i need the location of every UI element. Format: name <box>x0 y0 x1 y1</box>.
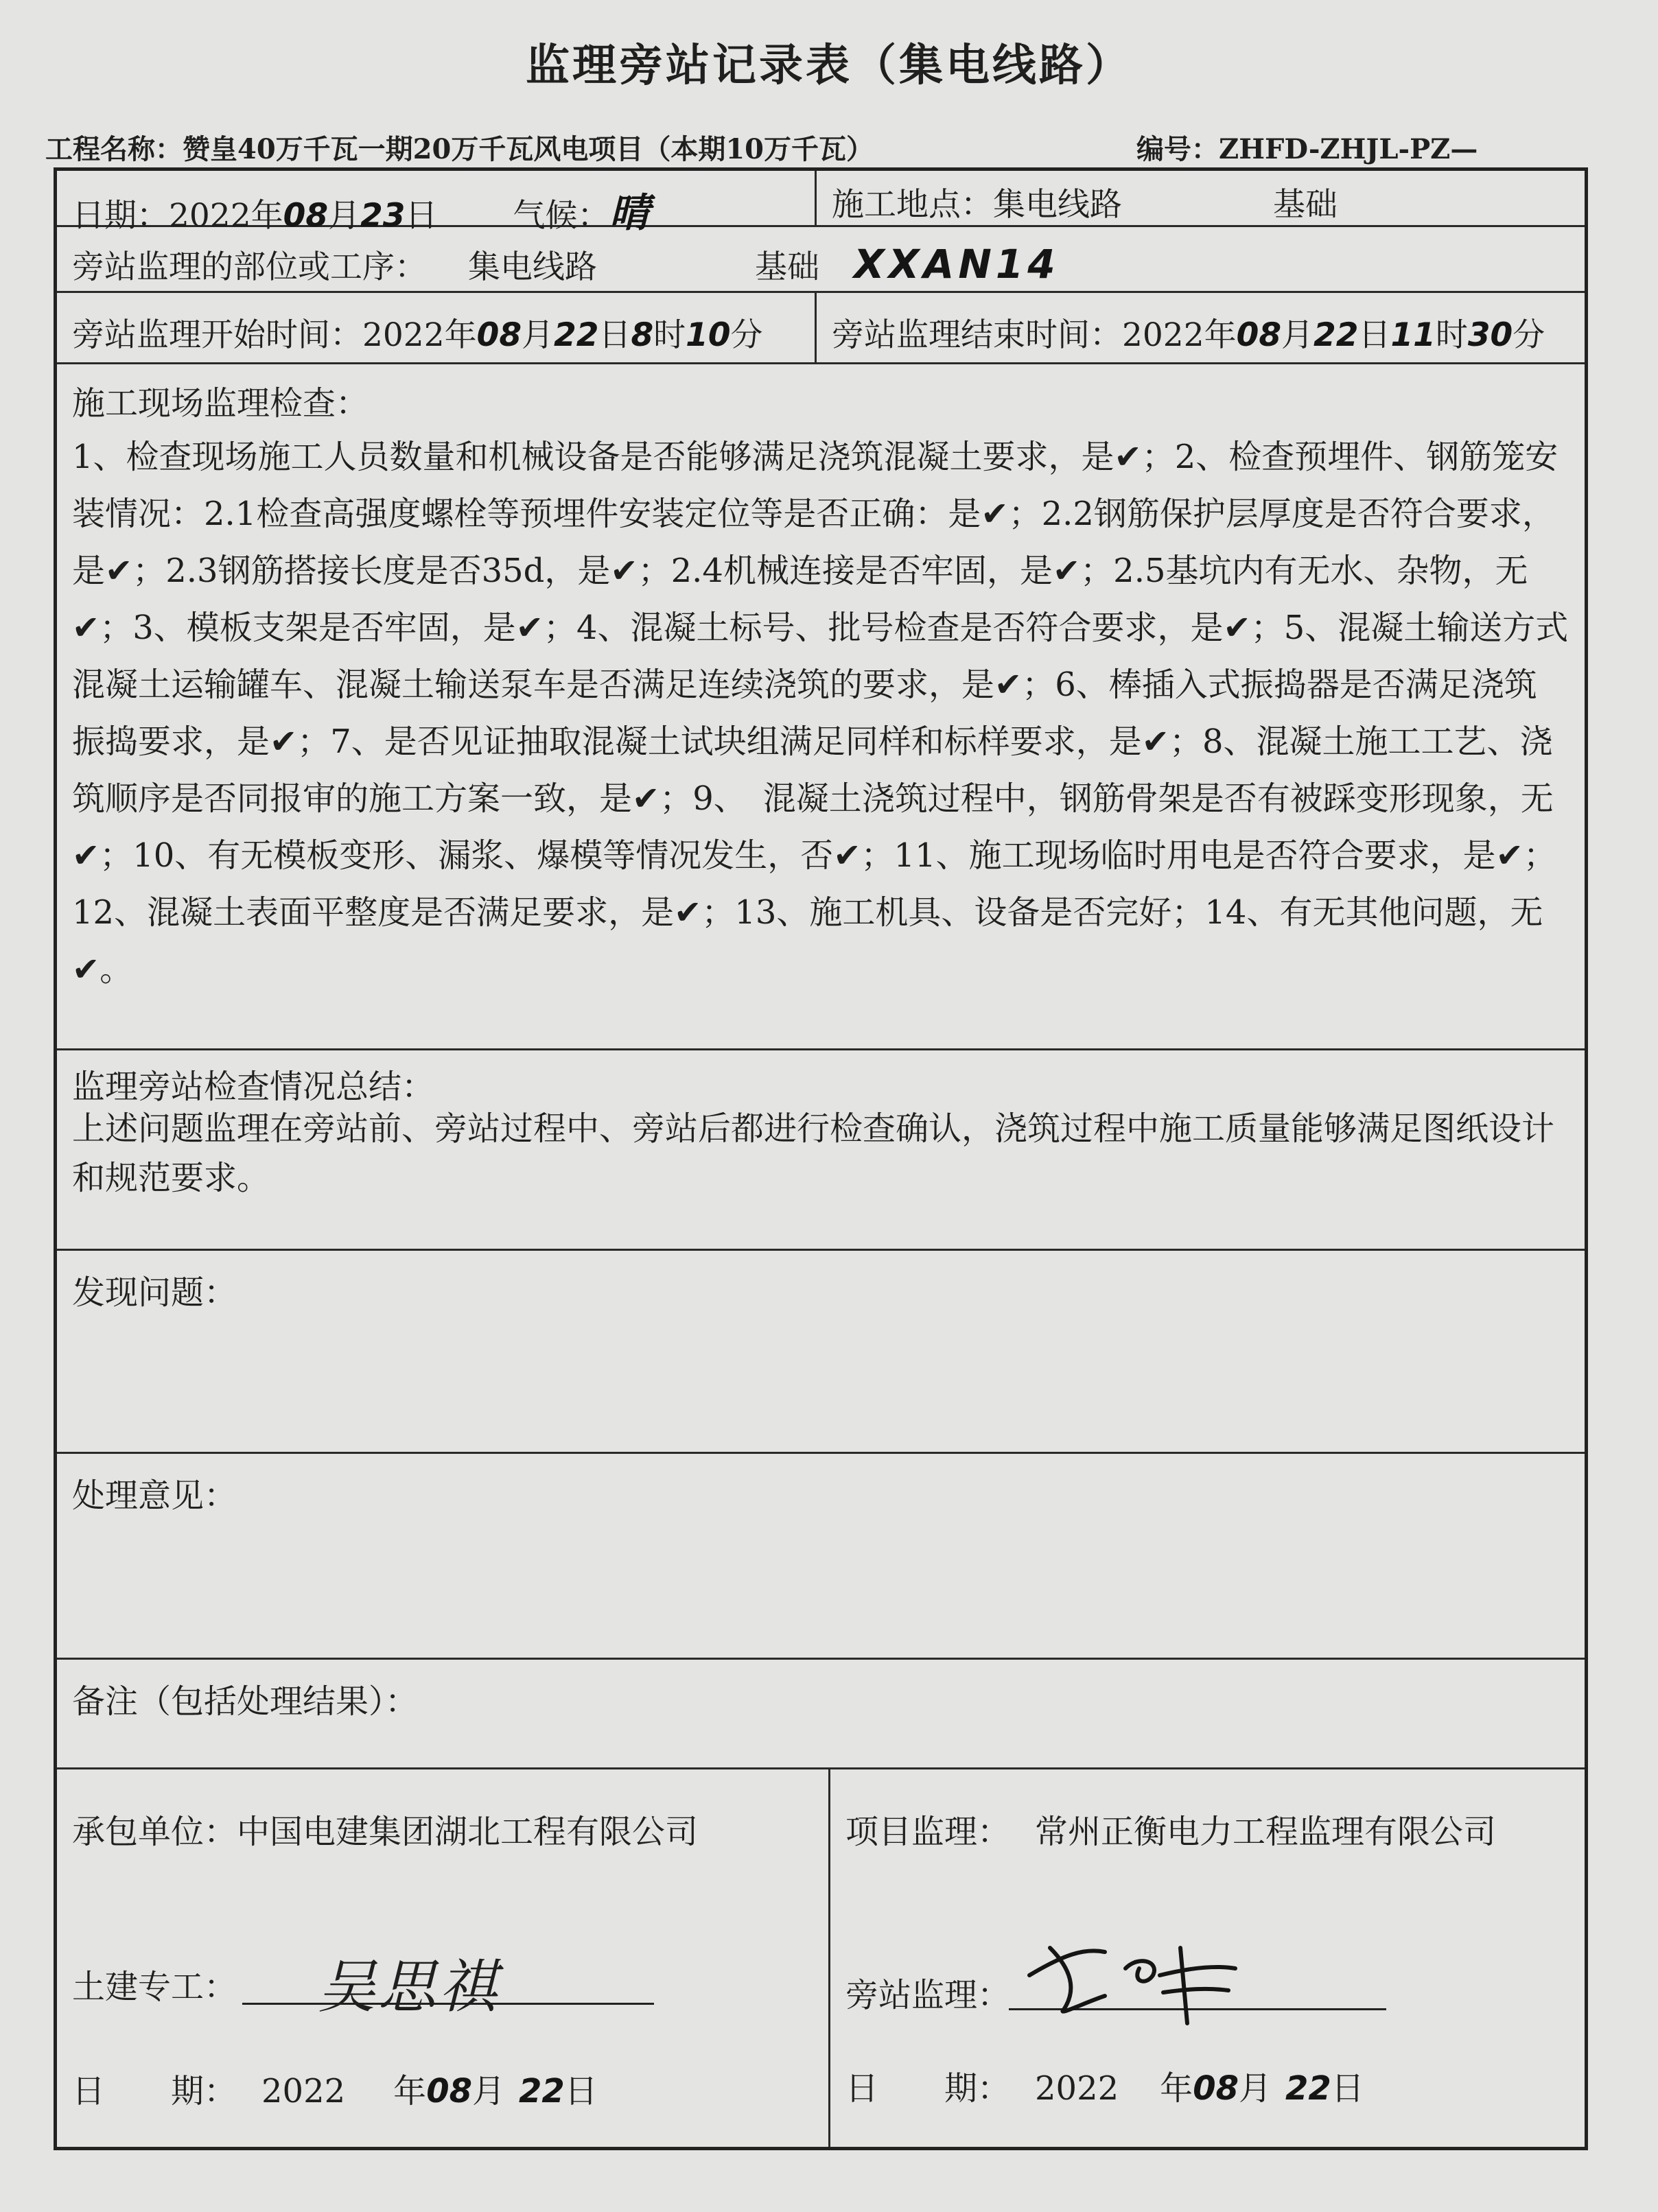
end-day-handwritten: 22 <box>1313 316 1359 354</box>
base-value-handwritten: XXAN14 <box>854 241 1060 287</box>
base-label: 基础 <box>755 248 819 286</box>
site-cell <box>815 171 1585 225</box>
inspection-section <box>57 364 1585 1050</box>
contractor-date-year: 2022 <box>261 2072 346 2110</box>
supervisor-label: 项目监理： <box>845 1813 1011 1851</box>
issues-section <box>57 1251 1585 1454</box>
remarks-section <box>57 1660 1585 1769</box>
engineer-label: 土建专工： <box>72 1968 237 2006</box>
part-label: 旁站监理的部位或工序： <box>72 248 427 286</box>
checkmark-icon: ✔ <box>72 950 100 989</box>
inspection-item-text: ；11、施工现场临时用电是否符合要求，是 <box>861 836 1496 875</box>
start-hour-unit: 时 <box>653 316 686 354</box>
supervisor-signature <box>1023 1927 1249 2030</box>
checkmark-icon: ✔ <box>1114 438 1142 476</box>
summary-section <box>57 1050 1585 1251</box>
inspection-item-text: ；2、检查预埋件、钢筋笼安装情况：2.1检查高强度螺栓等预埋件安装定位等是否正确：是 <box>72 438 1558 533</box>
inspection-item-text: ；2.5基坑内有无水、杂物，无 <box>1080 552 1528 590</box>
start-day-unit: 日 <box>598 316 631 354</box>
checkmark-icon: ✔ <box>632 779 660 818</box>
contractor-date-year-unit: 年 <box>393 2072 427 2110</box>
contractor-date-day-handwritten: 22 <box>519 2072 565 2110</box>
signature-section <box>57 1769 1585 2147</box>
contractor-date-day-unit: 日 <box>564 2072 598 2110</box>
inspection-item-text: ；2.4机械连接是否牢固，是 <box>638 552 1053 590</box>
supervisor-date <box>845 2062 1364 2109</box>
checkmark-icon: ✔ <box>72 609 100 647</box>
checkmark-icon: ✔ <box>981 495 1009 533</box>
site-value: 基础 <box>1273 186 1338 224</box>
inspection-item-text: ；9、 混凝土浇筑过程中，钢筋骨架是否有被踩变形现象，无 <box>659 779 1554 818</box>
checkmark-icon: ✔ <box>105 552 133 590</box>
weather-label: 气候： <box>513 197 610 235</box>
inspection-heading: 施工现场监理检查： <box>72 384 369 423</box>
checkmark-icon: ✔ <box>1495 836 1523 875</box>
checkmark-icon: ✔ <box>674 893 702 932</box>
checkmark-icon: ✔ <box>72 836 100 875</box>
onsite-supervisor-label: 旁站监理： <box>845 1976 1011 2014</box>
end-month-handwritten: 08 <box>1236 316 1282 354</box>
inspection-item-text: ；3、模板支架是否牢固，是 <box>100 609 516 647</box>
end-day-unit: 日 <box>1358 316 1391 354</box>
date-row <box>57 171 1585 236</box>
checkmark-icon: ✔ <box>1223 609 1251 647</box>
date-cell <box>72 180 827 236</box>
checkmark-icon: ✔ <box>515 609 544 647</box>
end-minute-unit: 分 <box>1513 316 1545 354</box>
checkmark-icon: ✔ <box>270 722 298 761</box>
end-time-label: 旁站监理结束时间：2022年 <box>832 316 1237 354</box>
supervisor-cell <box>828 1769 1585 2147</box>
supervisor-date-month-unit: 月 <box>1238 2069 1272 2108</box>
date-day-unit: 日 <box>405 197 438 235</box>
contractor-date-month-handwritten: 08 <box>426 2072 472 2110</box>
supervisor-company: 常州正衡电力工程监理有限公司 <box>1035 1813 1497 1851</box>
checkmark-icon: ✔ <box>833 836 861 875</box>
inspection-item-text: 1、检查现场施工人员数量和机械设备是否能够满足浇筑混凝土要求，是 <box>72 438 1114 476</box>
date-day-handwritten: 23 <box>360 197 406 235</box>
site-label: 施工地点：集电线路 <box>832 186 1122 224</box>
part-value: 集电线路 <box>468 248 597 286</box>
supervisor-date-day-handwritten: 22 <box>1285 2069 1331 2108</box>
inspection-item-text: ；7、是否见证抽取混凝土试块组满足同样和标样要求，是 <box>297 722 1142 761</box>
inspection-item-text: ；6、棒插入式振捣器是否满足浇筑振捣要求，是 <box>72 666 1537 761</box>
contractor-label: 承包单位：中国电建集团湖北工程有限公司 <box>72 1813 699 1851</box>
supervisor-date-year: 2022 <box>1035 2069 1119 2108</box>
end-time-cell <box>815 293 1585 362</box>
issues-heading: 发现问题： <box>72 1273 237 1312</box>
summary-heading: 监理旁站检查情况总结： <box>72 1068 435 1106</box>
end-hour-unit: 时 <box>1435 316 1468 354</box>
inspection-text <box>72 429 1569 998</box>
supervisor-date-label: 日 期： <box>845 2069 1011 2108</box>
contractor-cell <box>57 1769 828 2147</box>
contractor-date <box>72 2064 598 2112</box>
part-row <box>57 227 1585 293</box>
checkmark-icon: ✔ <box>994 666 1023 704</box>
start-minute-handwritten: 10 <box>686 316 731 354</box>
part-cell <box>72 227 1585 291</box>
end-hour-handwritten: 11 <box>1390 316 1436 354</box>
opinion-section <box>57 1454 1585 1660</box>
date-label: 日期：2022年 <box>72 197 283 235</box>
supervisor-date-day-unit: 日 <box>1331 2069 1364 2108</box>
inspection-item-text: 。 <box>100 950 133 989</box>
opinion-heading: 处理意见： <box>72 1476 237 1515</box>
inspection-item-text: ；2.3钢筋搭接长度是否35d，是 <box>132 552 611 590</box>
form-title: 监理旁站记录表（集电线路） <box>526 40 1132 91</box>
date-month-handwritten: 08 <box>283 197 329 235</box>
form-code: 编号：ZHFD-ZHJL-PZ— <box>1136 133 1478 165</box>
start-time-label: 旁站监理开始时间：2022年 <box>72 316 477 354</box>
summary-text: 上述问题监理在旁站前、旁站过程中、旁站后都进行检查确认，浇筑过程中施工质量能够满足图纸设计和规范要求。 <box>72 1109 1555 1197</box>
checkmark-icon: ✔ <box>1052 552 1081 590</box>
supervisor-date-month-handwritten: 08 <box>1193 2069 1239 2108</box>
record-table <box>54 167 1588 2150</box>
date-month-unit: 月 <box>328 197 361 235</box>
weather-value-handwritten: 晴 <box>609 189 650 236</box>
start-month-handwritten: 08 <box>476 316 522 354</box>
time-row <box>57 293 1585 364</box>
inspection-item-text: ；4、混凝土标号、批号检查是否符合要求，是 <box>543 609 1224 647</box>
end-month-unit: 月 <box>1281 316 1314 354</box>
inspection-item-text: ；2.2钢筋保护层厚度是否符合要求，是 <box>72 495 1555 590</box>
inspection-item-text: ；5、混凝土输送方式混凝土运输罐车、混凝土输送泵车是否满足连续浇筑的要求，是 <box>72 609 1569 704</box>
inspection-item-text: ；13、施工机具、设备是否完好；14、有无其他问题，无 <box>701 893 1543 932</box>
checkmark-icon: ✔ <box>1141 722 1169 761</box>
start-month-unit: 月 <box>522 316 554 354</box>
start-day-handwritten: 22 <box>554 316 599 354</box>
engineer-signature: 吴思祺 <box>318 1953 500 2021</box>
supervisor-company-line <box>845 1805 1496 1852</box>
remarks-heading: 备注（包括处理结果）： <box>72 1682 419 1721</box>
start-time-cell <box>72 293 827 362</box>
inspection-item-text: ；12、混凝土表面平整度是否满足要求，是 <box>72 836 1556 932</box>
start-hour-handwritten: 8 <box>631 316 654 354</box>
end-minute-handwritten: 30 <box>1467 316 1513 354</box>
contractor-date-month-unit: 月 <box>471 2072 505 2110</box>
contractor-date-label: 日 期： <box>72 2072 237 2110</box>
project-name: 工程名称：赞皇40万千瓦一期20万千瓦风电项目（本期10万千瓦） <box>45 133 874 165</box>
inspection-item-text: ；8、混凝土施工工艺、浇筑顺序是否同报审的施工方案一致，是 <box>72 722 1553 818</box>
supervisor-date-year-unit: 年 <box>1160 2069 1193 2108</box>
checkmark-icon: ✔ <box>610 552 638 590</box>
start-minute-unit: 分 <box>730 316 763 354</box>
inspection-item-text: ；10、有无模板变形、漏浆、爆模等情况发生，否 <box>100 836 834 875</box>
